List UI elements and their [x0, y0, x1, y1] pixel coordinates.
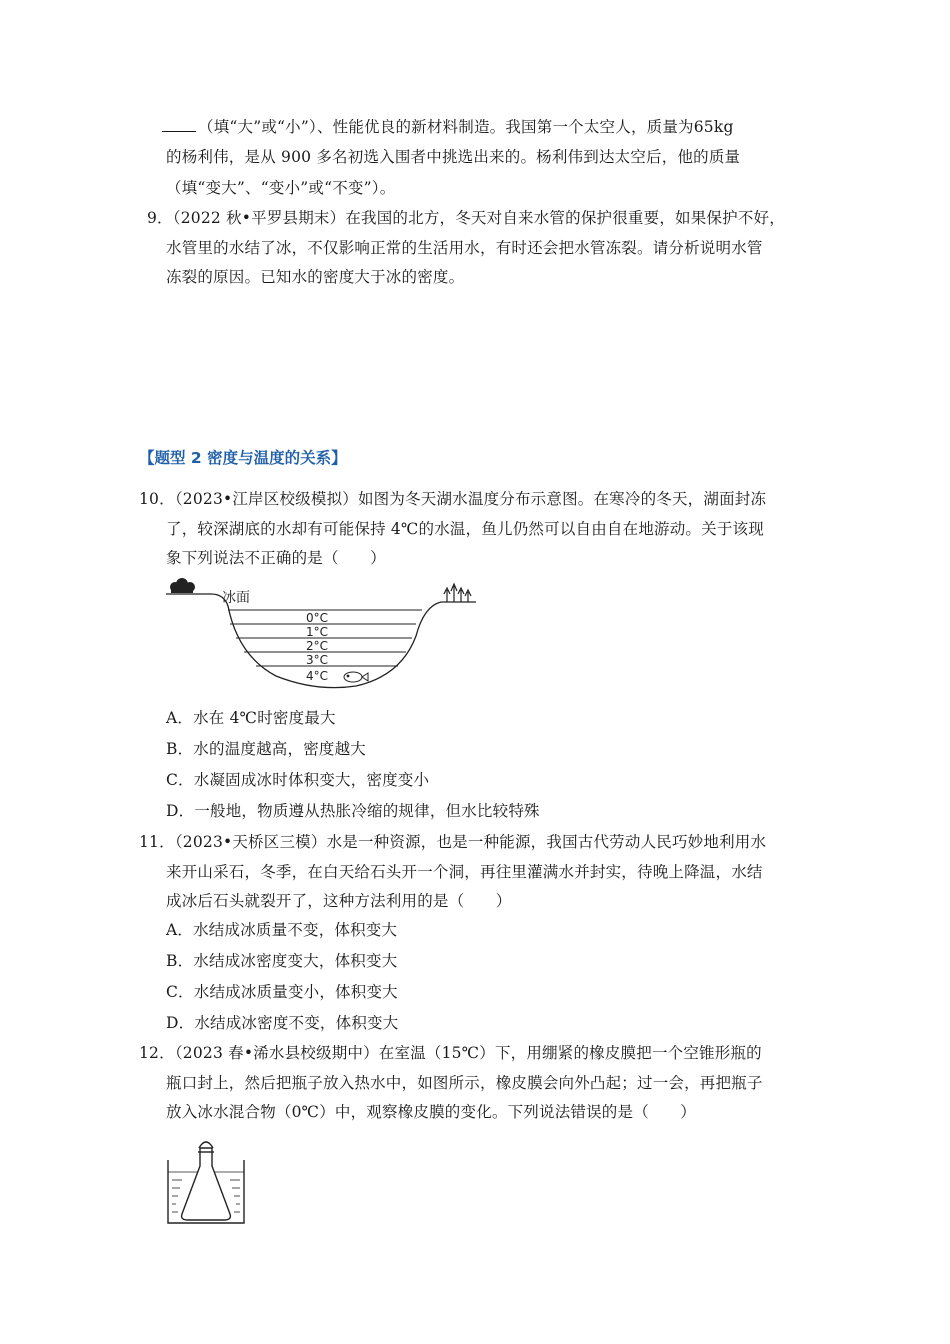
conical-flask [182, 1148, 231, 1220]
lake-temperature-diagram [166, 576, 476, 698]
q11-line-2: 来开山采石，冬季，在白天给石头开一个洞，再往里灌满水并封实，待晚上降温，水结 [166, 863, 763, 881]
q11-line-1: 11．（2023•天桥区三模）水是一种资源，也是一种能源，我国古代劳动人民巧妙地利用水 [139, 833, 767, 851]
q9-line-2: 水管里的水结了冰，不仅影响正常的生活用水，有时还会把水管冻裂。请分析说明水管 [166, 239, 763, 257]
q8-line-3: （填“变大”、“变小”或“不变”）。 [166, 179, 396, 197]
temp-label-0: 0°C [306, 611, 329, 625]
q10-option-a[interactable]: A．水在 4℃时密度最大 [166, 709, 336, 727]
answer-blank[interactable] [162, 116, 196, 132]
temp-label-2: 2°C [306, 639, 329, 653]
q10-option-b[interactable]: B．水的温度越高，密度越大 [166, 740, 366, 758]
q12-line-1: 12．（2023 春•浠水县校级期中）在室温（15℃）下，用绷紧的橡皮膜把一个空锥形瓶的 [139, 1044, 762, 1062]
ice-surface-label: 冰面 [222, 590, 250, 606]
q10-line-1: 10．（2023•江岸区校级模拟）如图为冬天湖水温度分布示意图。在寒冷的冬天，湖面封冻 [139, 490, 767, 508]
q11-option-b[interactable]: B．水结成冰密度变大，体积变大 [166, 952, 398, 970]
q10-option-c[interactable]: C．水凝固成冰时体积变大，密度变小 [166, 771, 430, 789]
q12-line-2: 瓶口封上，然后把瓶子放入热水中，如图所示，橡皮膜会向外凸起；过一会，再把瓶子 [166, 1074, 763, 1092]
section-title: 【题型 2 密度与温度的关系】 [139, 449, 347, 467]
q8-line-1 [162, 116, 734, 137]
q10-line-3: 象下列说法不正确的是（ ） [166, 549, 386, 567]
q10-option-d[interactable]: D．一般地，物质遵从热胀冷缩的规律，但水比较特殊 [166, 802, 540, 820]
q10-line-2: 了，较深湖底的水却有可能保持 4℃的水温，鱼儿仍然可以自由自在地游动。关于该现 [166, 520, 764, 538]
temp-label-3: 3°C [306, 653, 329, 667]
rubber-membrane [199, 1142, 213, 1148]
flask-diagram-svg [166, 1134, 248, 1226]
temp-label-1: 1°C [306, 625, 329, 639]
q12-line-3: 放入冰水混合物（0℃）中，观察橡皮膜的变化。下列说法错误的是（ ） [166, 1103, 697, 1121]
q9-line-1: 9．（2022 秋•平罗县期末）在我国的北方，冬天对自来水管的保护很重要，如果保护不好， [147, 209, 785, 227]
lake-diagram-svg [166, 576, 476, 698]
q11-option-d[interactable]: D．水结成冰密度不变，体积变大 [166, 1014, 399, 1032]
fish-icon [344, 672, 368, 682]
q8-line-1-text: （填“大”或“小”）、性能优良的新材料制造。我国第一个太空人，质量为65kg [198, 118, 734, 136]
q9-line-3: 冻裂的原因。已知水的密度大于冰的密度。 [166, 268, 465, 286]
q11-line-3: 成冰后石头就裂开了，这种方法利用的是（ ） [166, 892, 512, 910]
q8-line-2: 的杨利伟，是从 900 多名初选入围者中挑选出来的。杨利伟到达太空后，他的质量 [166, 148, 741, 166]
left-trees-icon [170, 578, 195, 593]
q11-option-c[interactable]: C．水结成冰质量变小，体积变大 [166, 983, 398, 1001]
flask-in-water-diagram [166, 1134, 248, 1226]
right-trees-icon [444, 584, 471, 602]
temp-label-4: 4°C [306, 669, 329, 683]
q11-option-a[interactable]: A．水结成冰质量不变，体积变大 [166, 921, 398, 939]
